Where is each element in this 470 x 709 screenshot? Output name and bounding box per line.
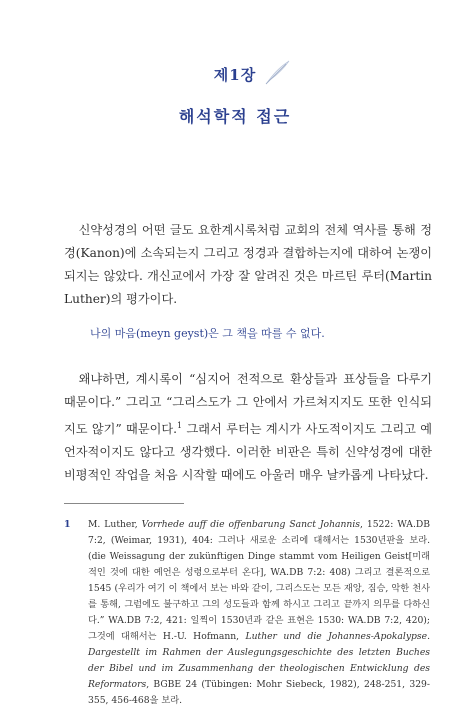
body-paragraph-1: 신약성경의 어떤 글도 요한계시록처럼 교회의 전체 역사를 통해 정경(Kanon)에 소속되는지 그리고 정경과 결합하는지에 대하여 논쟁이 되지는 않았다. 개신교에서 가장 잘 알려진 것은 마르틴 루터(Martin Luther)의 평가이다. bbox=[64, 223, 432, 306]
footnote-divider bbox=[64, 503, 184, 504]
footnote-reference[interactable]: 1 bbox=[177, 421, 183, 430]
paragraph-2-text-b: 그래서 루터는 계시가 사도적이지도 그리고 예언자적이지도 않다고 생각했다. 이러한 비판은 특히 신약성경에 대한 비평적인 작업을 처음 시작할 때에도 아울러 매우 날카롭게 나타났다. bbox=[64, 422, 432, 483]
feather-quill-icon bbox=[262, 58, 292, 88]
footnote-number: 1 bbox=[64, 519, 71, 530]
paragraph-2-text-a: 왜냐하면, 계시록이 “심지어 전적으로 환상들과 표상들을 다루기 때문이다.” 그리고 “그리스도가 그 안에서 가르쳐지지도 또한 인식되지도 않기” 때문이다. bbox=[64, 372, 432, 437]
footnote bbox=[64, 517, 430, 709]
chapter-number: 제1장 bbox=[213, 66, 257, 84]
footnote-text-2: , 1522: WA.DB 7:2, (Weimar, 1931), 404: 그러나 새로운 소리에 대해서는 1530년판을 보라. (die Weissagung der zukünftigen Dinge stammt vom Heiligen Geist[미래적인 것에 대한 예언은 성령으로부터 온다], WA.DB 7:2: 408) 그리고 결론적으로 1545 (우리가 여기 이 책에서 보는 바와 같이, 그리스도는 모든 재앙, 짐승, 악한 천사를 통해, 그럼에도 불구하고 그의 성도들과 함께 하시고 그리고 끝까지 의무를 다하신다.” WA.DB 7:2, 421: 일찍이 1530년과 같은 표현은 1530: WA.DB 7:2, 420); 그것에 대해서는 H.-U. Hofmann, bbox=[88, 519, 430, 642]
block-quote: 나의 마음(meyn geyst)은 그 책을 따를 수 없다. bbox=[90, 327, 325, 340]
chapter-title: 해석학적 접근 bbox=[178, 107, 292, 126]
footnote-title-2: Luther und die Johannes-Apokalypse. Dargestellt im Rahmen der Auslegungsgeschichte des letzten Buches der Bibel und im Zusammenhang der theologischen Entwicklung des Reformators bbox=[88, 631, 430, 690]
footnote-text-3: , BGBE 24 (Tübingen: Mohr Siebeck, 1982), 248-251, 329-355, 456-468을 보라. bbox=[88, 679, 430, 706]
body-paragraph-2 bbox=[64, 368, 432, 487]
footnote-text-1: M. Luther, bbox=[88, 519, 142, 530]
footnote-title-1: Vorrhede auff die offenbarung Sanct Johannis bbox=[141, 519, 360, 530]
